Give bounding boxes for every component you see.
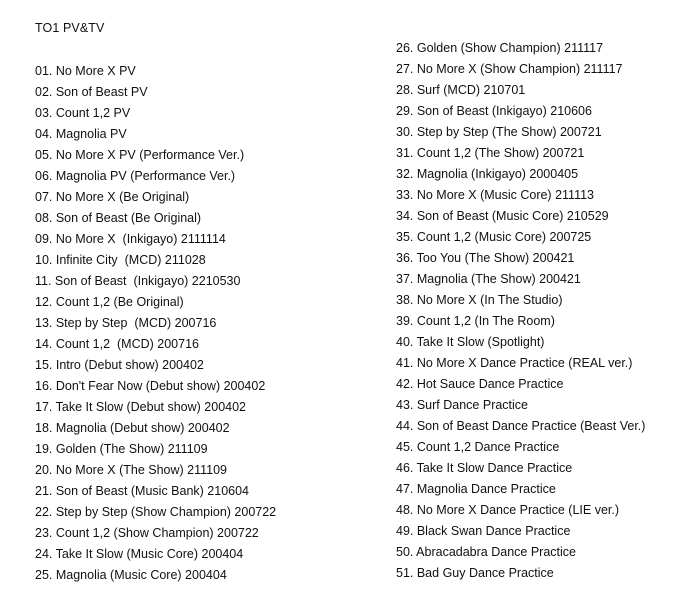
list-item: 13. Step by Step (MCD) 200716 [35, 316, 217, 330]
list-item: 29. Son of Beast (Inkigayo) 210606 [396, 104, 592, 118]
list-item: 49. Black Swan Dance Practice [396, 524, 571, 538]
list-item: 38. No More X (In The Studio) [396, 293, 563, 307]
list-item: 30. Step by Step (The Show) 200721 [396, 125, 602, 139]
list-item: 45. Count 1,2 Dance Practice [396, 440, 560, 454]
list-item: 10. Infinite City (MCD) 211028 [35, 253, 206, 267]
list-item: 36. Too You (The Show) 200421 [396, 251, 575, 265]
list-item: 28. Surf (MCD) 210701 [396, 83, 526, 97]
list-item: 35. Count 1,2 (Music Core) 200725 [396, 230, 592, 244]
list-item: 05. No More X PV (Performance Ver.) [35, 148, 245, 162]
list-item: 04. Magnolia PV [35, 127, 127, 141]
list-item: 15. Intro (Debut show) 200402 [35, 358, 204, 372]
list-item: 31. Count 1,2 (The Show) 200721 [396, 146, 585, 160]
track-list-right [396, 41, 645, 587]
list-item: 24. Take It Slow (Music Core) 200404 [35, 547, 244, 561]
list-item: 47. Magnolia Dance Practice [396, 482, 556, 496]
list-item: 40. Take It Slow (Spotlight) [396, 335, 545, 349]
list-item: 19. Golden (The Show) 211109 [35, 442, 208, 456]
list-item: 08. Son of Beast (Be Original) [35, 211, 202, 225]
list-item: 27. No More X (Show Champion) 211117 [396, 62, 623, 76]
list-item: 14. Count 1,2 (MCD) 200716 [35, 337, 199, 351]
track-list-left [35, 64, 276, 589]
list-item: 39. Count 1,2 (In The Room) [396, 314, 555, 328]
list-item: 46. Take It Slow Dance Practice [396, 461, 573, 475]
list-item: 18. Magnolia (Debut show) 200402 [35, 421, 230, 435]
list-item: 12. Count 1,2 (Be Original) [35, 295, 184, 309]
list-item: 01. No More X PV [35, 64, 136, 78]
list-item: 16. Don't Fear Now (Debut show) 200402 [35, 379, 266, 393]
list-item: 02. Son of Beast PV [35, 85, 148, 99]
list-item: 34. Son of Beast (Music Core) 210529 [396, 209, 609, 223]
list-item: 03. Count 1,2 PV [35, 106, 131, 120]
list-item: 09. No More X (Inkigayo) 2111114 [35, 232, 226, 246]
list-item: 42. Hot Sauce Dance Practice [396, 377, 564, 391]
list-item: 06. Magnolia PV (Performance Ver.) [35, 169, 236, 183]
list-item: 07. No More X (Be Original) [35, 190, 190, 204]
list-item: 11. Son of Beast (Inkigayo) 2210530 [35, 274, 241, 288]
list-title: TO1 PV&TV [35, 21, 105, 35]
list-item: 41. No More X Dance Practice (REAL ver.) [396, 356, 633, 370]
list-item: 22. Step by Step (Show Champion) 200722 [35, 505, 277, 519]
list-item: 48. No More X Dance Practice (LIE ver.) [396, 503, 620, 517]
list-item: 51. Bad Guy Dance Practice [396, 566, 554, 580]
list-item: 23. Count 1,2 (Show Champion) 200722 [35, 526, 259, 540]
list-item: 20. No More X (The Show) 211109 [35, 463, 227, 477]
list-item: 21. Son of Beast (Music Bank) 210604 [35, 484, 250, 498]
list-item: 25. Magnolia (Music Core) 200404 [35, 568, 227, 582]
list-item: 44. Son of Beast Dance Practice (Beast Ver.) [396, 419, 646, 433]
list-item: 32. Magnolia (Inkigayo) 2000405 [396, 167, 579, 181]
list-item: 43. Surf Dance Practice [396, 398, 529, 412]
list-item: 37. Magnolia (The Show) 200421 [396, 272, 581, 286]
list-item: 26. Golden (Show Champion) 211117 [396, 41, 604, 55]
list-item: 50. Abracadabra Dance Practice [396, 545, 576, 559]
list-item: 33. No More X (Music Core) 211113 [396, 188, 594, 202]
list-item: 17. Take It Slow (Debut show) 200402 [35, 400, 247, 414]
